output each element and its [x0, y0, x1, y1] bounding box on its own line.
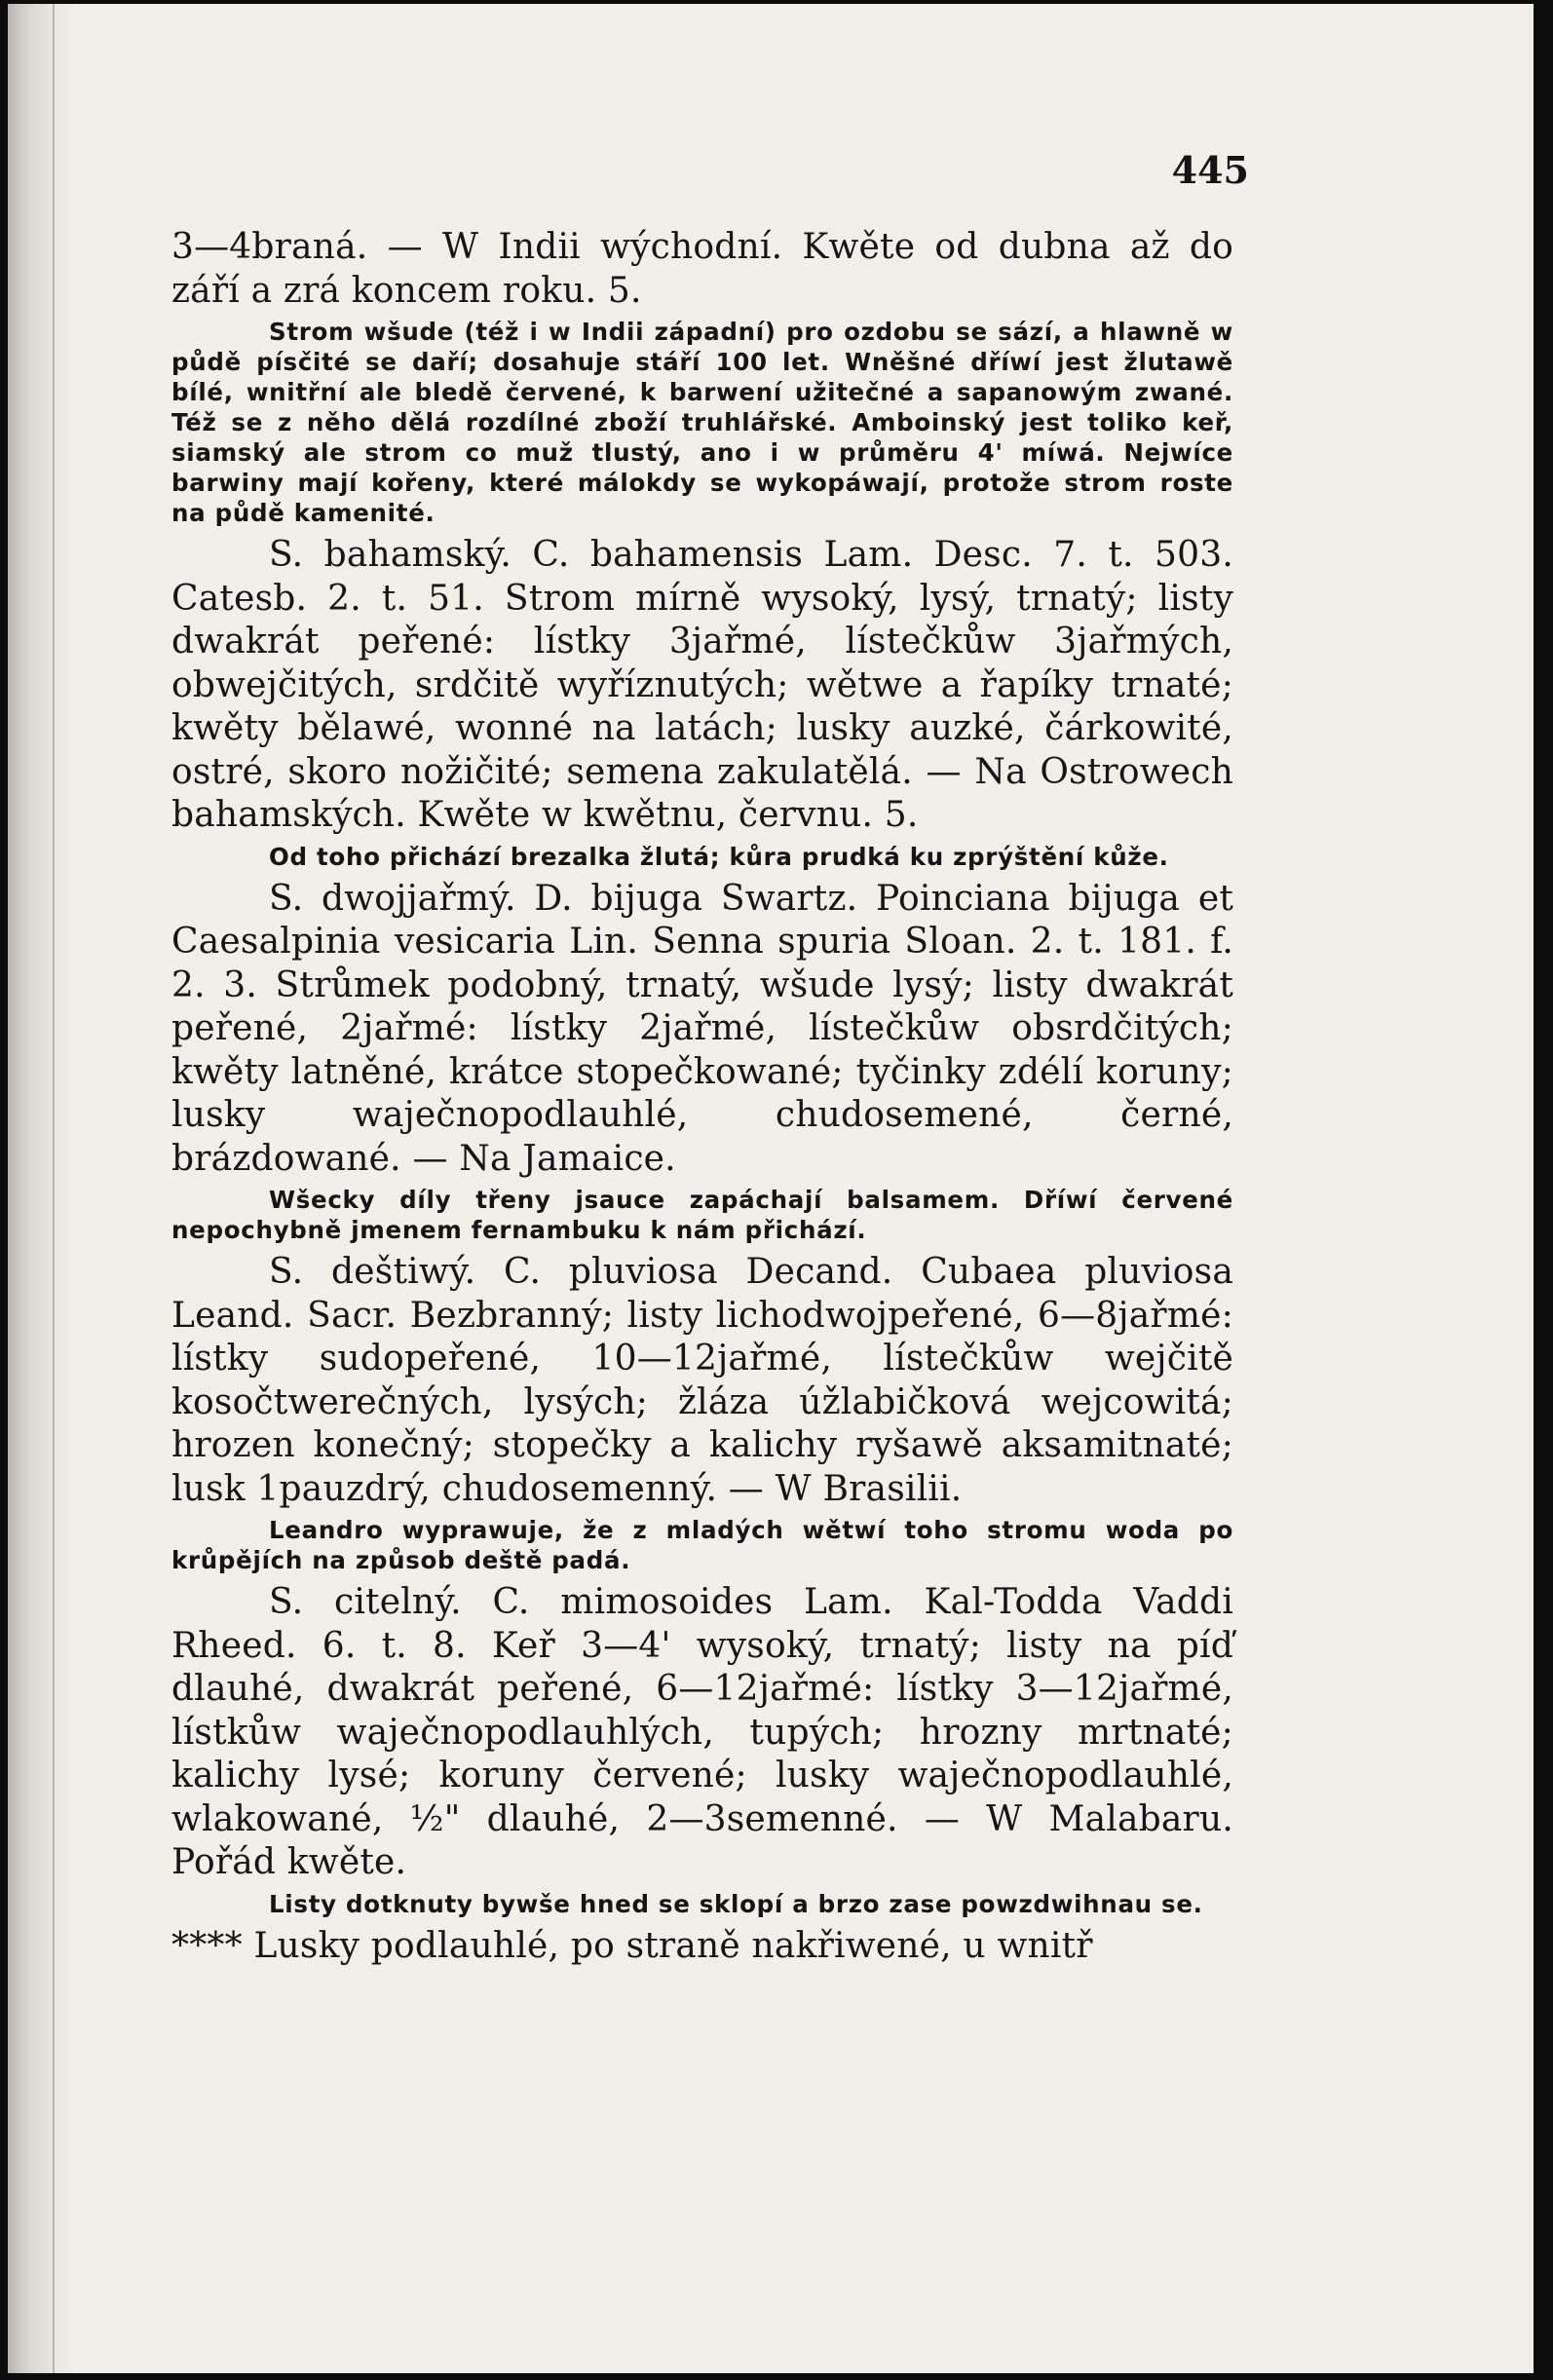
page-spine-shadow	[8, 4, 76, 2373]
paragraph-main: **** Lusky podlauhlé, po straně nakřiwené, u wnitř	[171, 1925, 1093, 1966]
paragraph-main: S. dwojjařmý. D. bijuga Swartz. Poinciana bijuga et Caesalpinia vesicaria Lin. Senna spuria Sloan. 2. t. 181. f. 2. 3. Strůmek podobný, trnatý, wšude lysý; listy dwakrát peřené, 2jařmé: lístky 2jařmé, lístečkůw obsrdčitých; kwěty latněné, krátce stopečkowané; tyčinky zdélí koruny; lusky waječnopodlauhlé, chudosemené, černé, brázdowané. — Na Jamaice.	[171, 878, 1233, 1179]
paragraph-small: Strom wšude (též i w Indii západní) pro ozdobu se sází, a hlawně w půdě písčité se daří; dosahuje stáří 100 let. Wněšné dříwí jest žlutawě bílé, wnitřní ale bledě červené, k barwení užitečné a sapanowým zwané. Též se z něho dělá rozdílné zboží truhlářské. Amboinský jest toliko keř, siamský ale strom co muž tlustý, ano i w průměru 4' míwá. Nejwíce barwiny mají kořeny, které málokdy se wykopáwají, protože strom roste na půdě kamenité.	[171, 318, 1233, 527]
page-edge-line	[53, 4, 55, 2373]
paragraph-main: S. citelný. C. mimosoides Lam. Kal-Todda Vaddi Rheed. 6. t. 8. Keř 3—4' wysoký, trnatý; listy na píď dlauhé, dwakrát peřené, 6—12jařmé: lístky 3—12jařmé, lístkůw waječnopodlauhlých, tupých; hrozny mrtnaté; kalichy lysé; koruny červené; lusky waječnopodlauhlé, wlakowané, ½" dlauhé, 2—3semenné. — W Malabaru. Pořád kwěte.	[171, 1582, 1233, 1882]
paragraph-main: S. bahamský. C. bahamensis Lam. Desc. 7. t. 503. Catesb. 2. t. 51. Strom mírně wysoký, lysý, trnatý; listy dwakrát peřené: lístky 3jařmé, lístečkůw 3jařmých, obwejčitých, srdčitě wyříznutých; wětwe a řapíky trnaté; kwěty bělawé, wonné na latách; lusky auzké, čárkowité, ostré, skoro nožičité; semena zakulatělá. — Na Ostrowech bahamských. Kwěte w kwětnu, červnu. 5.	[171, 535, 1233, 835]
paragraph-small: Wšecky díly třeny jsauce zapáchají balsamem. Dříwí červené nepochybně jmenem fernambuku k nám přichází.	[171, 1186, 1233, 1244]
text-body	[171, 226, 1233, 1968]
paragraph-small: Listy dotknuty bywše hned se sklopí a brzo zase powzdwihnau se.	[269, 1889, 1203, 1918]
paragraph-main: 3—4braná. — W Indii wýchodní. Kwěte od dubna až do září a zrá koncem roku. 5.	[171, 227, 1233, 311]
paragraph-small: Leandro wyprawuje, že z mladých wětwí toho stromu woda po krůpějích na způsob deště padá.	[171, 1516, 1233, 1574]
book-page	[8, 4, 1534, 2373]
paragraph-main: S. deštiwý. C. pluviosa Decand. Cubaea pluviosa Leand. Sacr. Bezbranný; listy lichodwojpeřené, 6—8jařmé: lístky sudopeřené, 10—12jařmé, lístečkůw wejčitě kosočtwerečných, lysých; žláza úžlabičková wejcowitá; hrozen konečný; stopečky a kalichy ryšawě aksamitnaté; lusk 1pauzdrý, chudosemenný. — W Brasilii.	[171, 1252, 1233, 1509]
page-number: 445	[1171, 148, 1249, 192]
paragraph-small: Od toho přichází brezalka žlutá; kůra prudká ku zprýštění kůže.	[269, 842, 1169, 871]
